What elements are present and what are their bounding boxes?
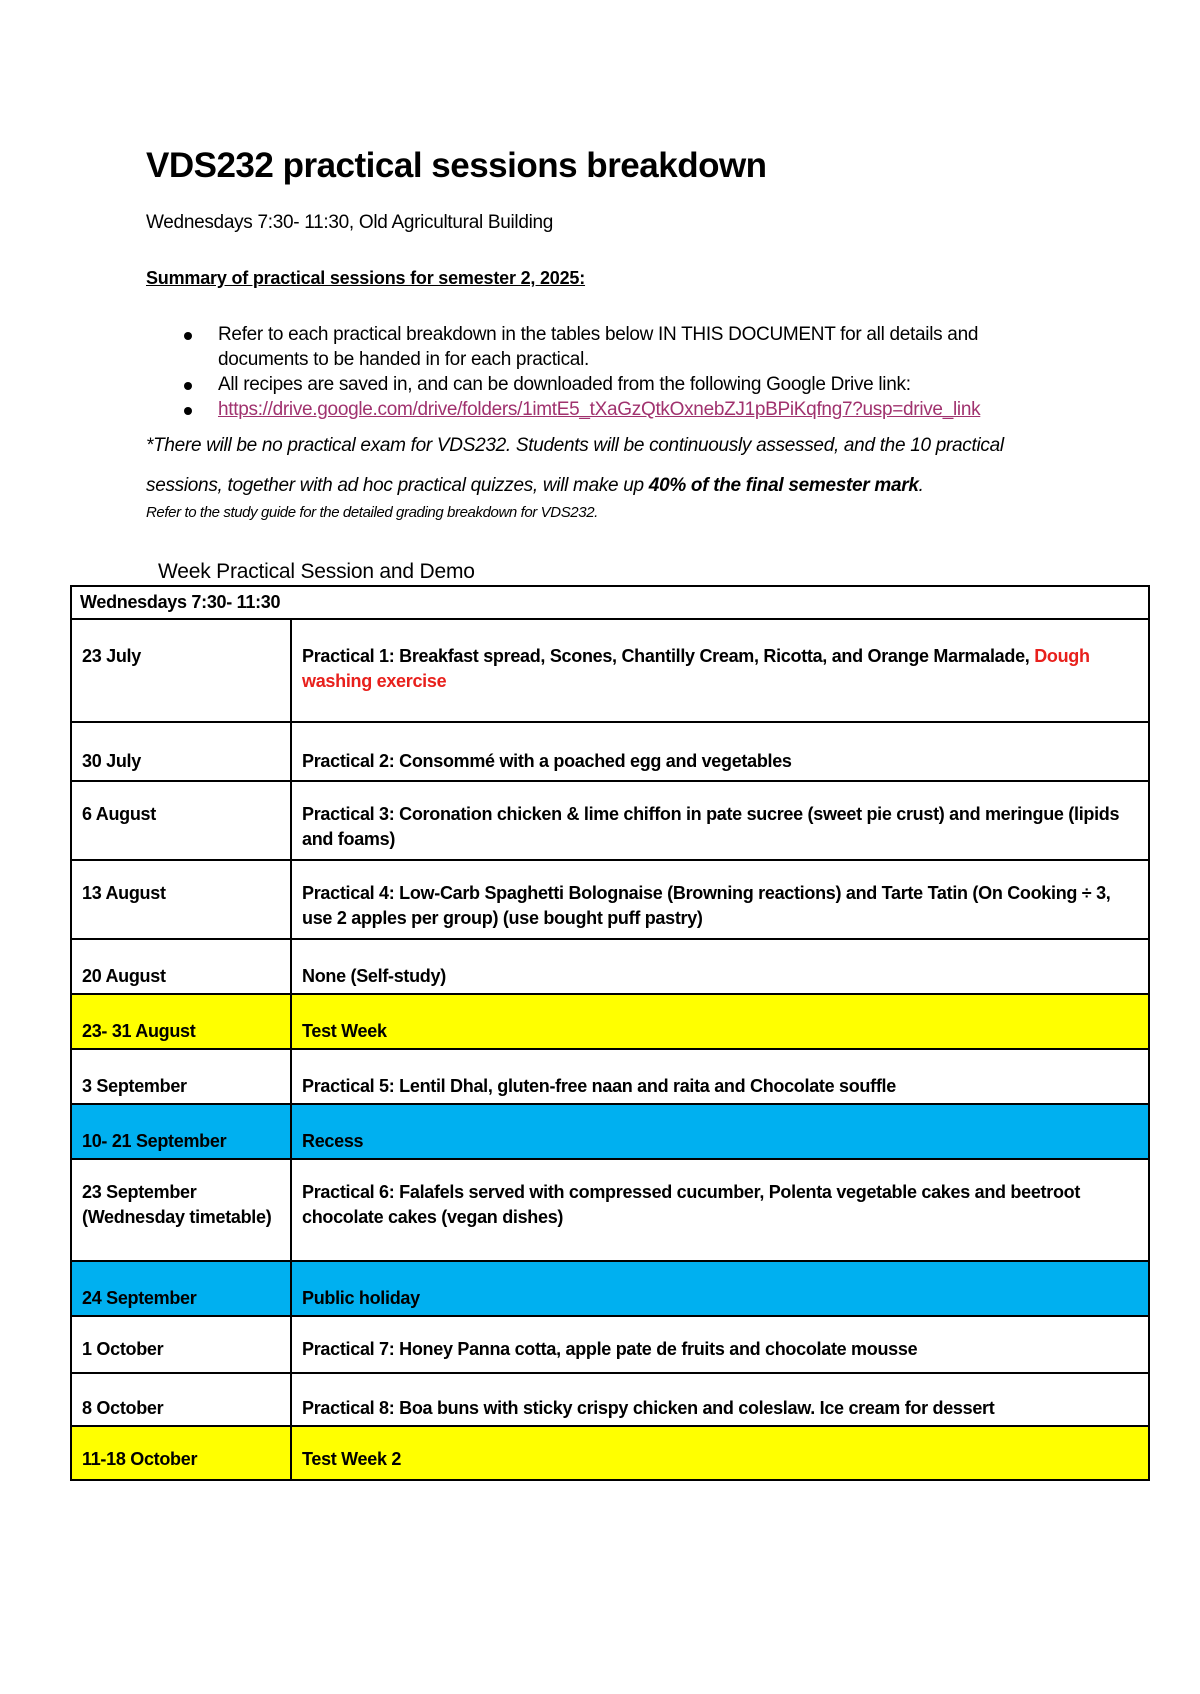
date-cell: 23 July bbox=[71, 619, 291, 722]
grading-note: Refer to the study guide for the detailed grading breakdown for VDS232. bbox=[146, 504, 598, 521]
bullet-icon bbox=[184, 382, 192, 390]
table-row bbox=[71, 939, 1149, 994]
bullet-text: All recipes are saved in, and can be downloaded from the following Google Drive link: bbox=[218, 374, 911, 395]
session-cell: Test Week 2 bbox=[291, 1426, 1149, 1480]
table-row bbox=[71, 860, 1149, 939]
session-cell: Practical 6: Falafels served with compressed cucumber, Polenta vegetable cakes and beetroot chocolate cakes (vegan dishes) bbox=[291, 1159, 1149, 1261]
table-row-recess bbox=[71, 1104, 1149, 1159]
schedule-table bbox=[70, 585, 1150, 1481]
table-row bbox=[71, 619, 1149, 722]
table-row-public-holiday bbox=[71, 1261, 1149, 1316]
date-cell: 1 October bbox=[71, 1316, 291, 1373]
page-title: VDS232 practical sessions breakdown bbox=[146, 146, 767, 185]
bullet-item bbox=[146, 372, 1026, 397]
bullet-icon bbox=[184, 332, 192, 340]
table-row-test-week bbox=[71, 994, 1149, 1049]
table-row bbox=[71, 781, 1149, 860]
assessment-note-text: *There will be no practical exam for VDS232. Students will be continuously assessed, and the 10 practical sessions, together with ad hoc practical quizzes, will make up bbox=[146, 435, 1004, 496]
date-cell: 6 August bbox=[71, 781, 291, 860]
session-cell: Practical 7: Honey Panna cotta, apple pate de fruits and chocolate mousse bbox=[291, 1316, 1149, 1373]
summary-bullet-list bbox=[146, 322, 1026, 422]
table-row-test-week-2 bbox=[71, 1426, 1149, 1480]
date-cell: 8 October bbox=[71, 1373, 291, 1426]
date-cell: 3 September bbox=[71, 1049, 291, 1104]
page-subtitle: Wednesdays 7:30- 11:30, Old Agricultural Building bbox=[146, 212, 554, 233]
session-cell: Practical 2: Consommé with a poached egg and vegetables bbox=[291, 722, 1149, 781]
assessment-note-bold: 40% of the final semester mark bbox=[648, 475, 919, 496]
session-cell: Practical 8: Boa buns with sticky crispy chicken and coleslaw. Ice cream for dessert bbox=[291, 1373, 1149, 1426]
session-cell: None (Self-study) bbox=[291, 939, 1149, 994]
session-cell: Practical 3: Coronation chicken & lime chiffon in pate sucree (sweet pie crust) and meringue (lipids and foams) bbox=[291, 781, 1149, 860]
google-drive-link[interactable]: https://drive.google.com/drive/folders/1imtE5_tXaGzQtkOxnebZJ1pBPiKqfng7?usp=drive_link bbox=[218, 399, 981, 420]
date-cell: 10- 21 September bbox=[71, 1104, 291, 1159]
date-cell: 20 August bbox=[71, 939, 291, 994]
session-highlight-text: Dough washing exercise bbox=[302, 646, 1090, 691]
table-row bbox=[71, 1159, 1149, 1261]
session-cell: Test Week bbox=[291, 994, 1149, 1049]
date-cell: 24 September bbox=[71, 1261, 291, 1316]
date-cell: 30 July bbox=[71, 722, 291, 781]
table-header-cell: Wednesdays 7:30- 11:30 bbox=[71, 586, 1149, 619]
table-row bbox=[71, 1049, 1149, 1104]
bullet-text: Refer to each practical breakdown in the tables below IN THIS DOCUMENT for all details and documents to be handed in for each practical. bbox=[218, 324, 979, 370]
session-cell: Practical 5: Lentil Dhal, gluten-free naan and raita and Chocolate souffle bbox=[291, 1049, 1149, 1104]
session-cell bbox=[291, 619, 1149, 722]
session-cell: Recess bbox=[291, 1104, 1149, 1159]
table-header-row bbox=[71, 586, 1149, 619]
bullet-icon bbox=[184, 407, 192, 415]
assessment-note bbox=[146, 426, 1076, 506]
session-cell: Public holiday bbox=[291, 1261, 1149, 1316]
assessment-note-end: . bbox=[918, 475, 924, 496]
table-caption: Week Practical Session and Demo bbox=[158, 560, 475, 583]
date-cell: 11-18 October bbox=[71, 1426, 291, 1480]
table-row bbox=[71, 722, 1149, 781]
table-row bbox=[71, 1316, 1149, 1373]
session-text: Practical 1: Breakfast spread, Scones, Chantilly Cream, Ricotta, and Orange Marmalade, bbox=[302, 646, 1035, 666]
bullet-item bbox=[146, 397, 1026, 422]
bullet-item bbox=[146, 322, 1026, 372]
summary-heading: Summary of practical sessions for semester 2, 2025: bbox=[146, 268, 586, 288]
date-cell: 23 September (Wednesday timetable) bbox=[71, 1159, 291, 1261]
date-cell: 13 August bbox=[71, 860, 291, 939]
date-cell: 23- 31 August bbox=[71, 994, 291, 1049]
session-cell: Practical 4: Low-Carb Spaghetti Bolognaise (Browning reactions) and Tarte Tatin (On Cooking ÷ 3, use 2 apples per group) (use bought puff pastry) bbox=[291, 860, 1149, 939]
table-row bbox=[71, 1373, 1149, 1426]
